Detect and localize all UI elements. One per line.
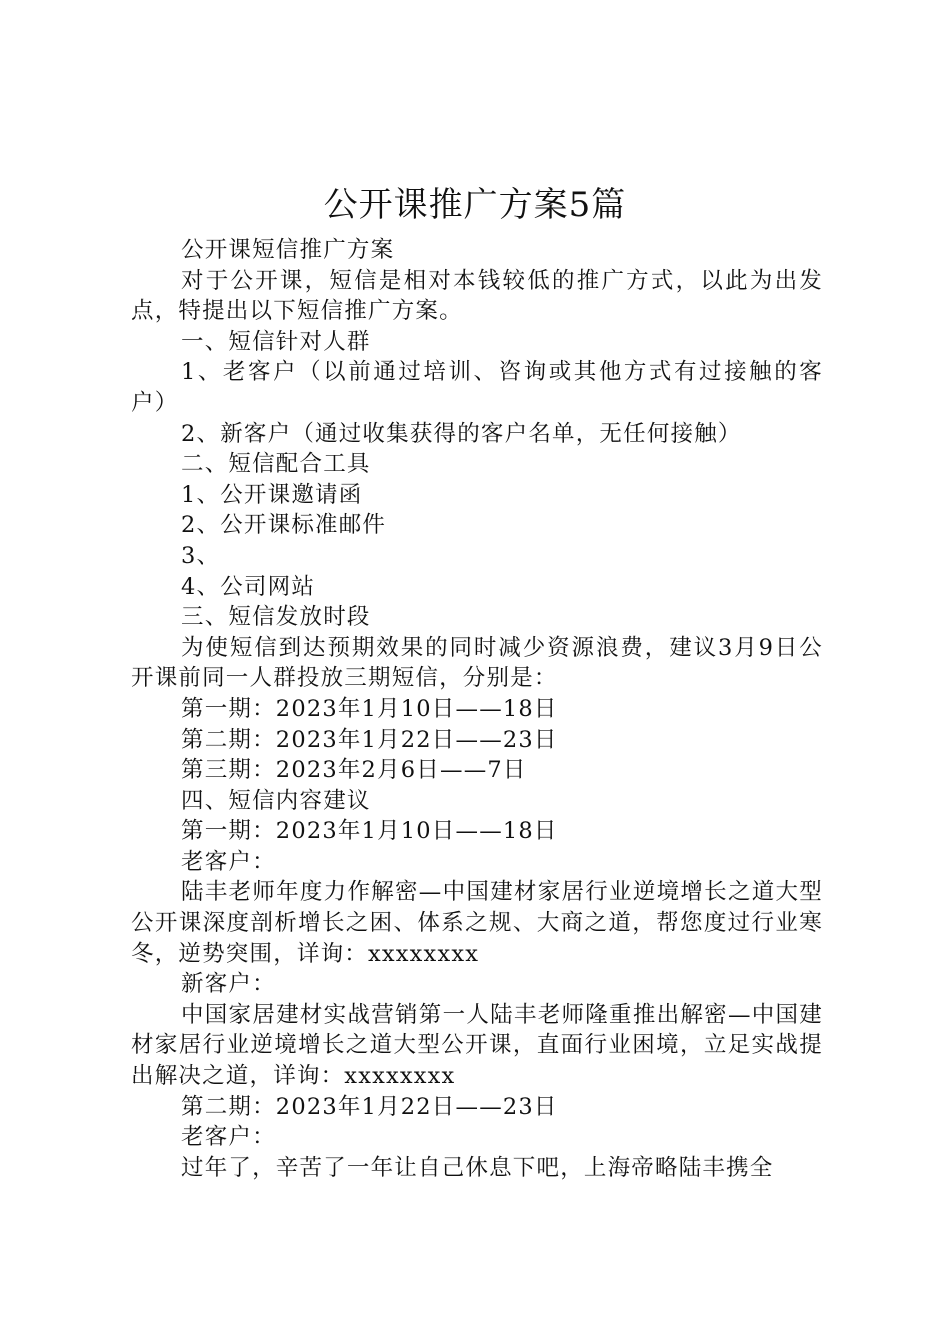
list-item-standard-email: 2、公开课标准邮件 [181, 512, 387, 539]
content-period-2: 第二期：2023年1月22日——23日 [181, 1093, 558, 1120]
list-item-invitation: 1、公开课邀请函 [181, 481, 363, 508]
paragraph-intro: 对于公开课，短信是相对本钱较低的推广方式，以此为出发点，特提出以下短信推广方案。 [131, 267, 823, 325]
sms-text-old-customer-2: 过年了，辛苦了一年让自己休息下吧，上海帝略陆丰携全 [181, 1154, 774, 1181]
period-1-dates: 第一期：2023年1月10日——18日 [181, 695, 558, 722]
label-old-customer: 老客户： [181, 848, 276, 875]
section-heading-target-audience: 一、短信针对人群 [181, 328, 371, 355]
list-item-old-customers: 1、老客户（以前通过培训、咨询或其他方式有过接触的客户） [131, 359, 823, 416]
label-old-customer-2: 老客户： [181, 1124, 276, 1151]
list-item-3: 3、 [181, 542, 221, 569]
period-2-dates: 第二期：2023年1月22日——23日 [181, 726, 558, 753]
sms-text-new-customer-1: 中国家居建材实战营销第一人陆丰老师隆重推出解密—中国建材家居行业逆境增长之道大型公开课，直面行业困境，立足实战提出解决之道，详询：xxxxxxxx [131, 1001, 823, 1090]
section-heading-timing: 三、短信发放时段 [181, 604, 371, 631]
paragraph-timing-desc: 为使短信到达预期效果的同时减少资源浪费，建议3月9日公开课前同一人群投放三期短信，分别是： [131, 634, 823, 692]
section-heading-tools: 二、短信配合工具 [181, 451, 371, 478]
period-3-dates: 第三期：2023年2月6日——7日 [181, 757, 527, 784]
label-new-customer: 新客户： [181, 971, 276, 998]
sms-text-old-customer-1: 陆丰老师年度力作解密—中国建材家居行业逆境增长之道大型公开课深度剖析增长之困、体系之规、大商之道，帮您度过行业寒冬，逆势突围，详询：xxxxxxxx [131, 879, 823, 967]
paragraph-sms-plan-heading: 公开课短信推广方案 [181, 237, 395, 263]
section-heading-content: 四、短信内容建议 [181, 787, 371, 814]
list-item-company-website: 4、公司网站 [181, 573, 316, 600]
document-title: 公开课推广方案5篇 [323, 185, 627, 225]
document-body [131, 235, 823, 1183]
content-period-1: 第一期：2023年1月10日——18日 [181, 818, 558, 845]
list-item-new-customers: 2、新客户（通过收集获得的客户名单，无任何接触） [181, 420, 742, 447]
